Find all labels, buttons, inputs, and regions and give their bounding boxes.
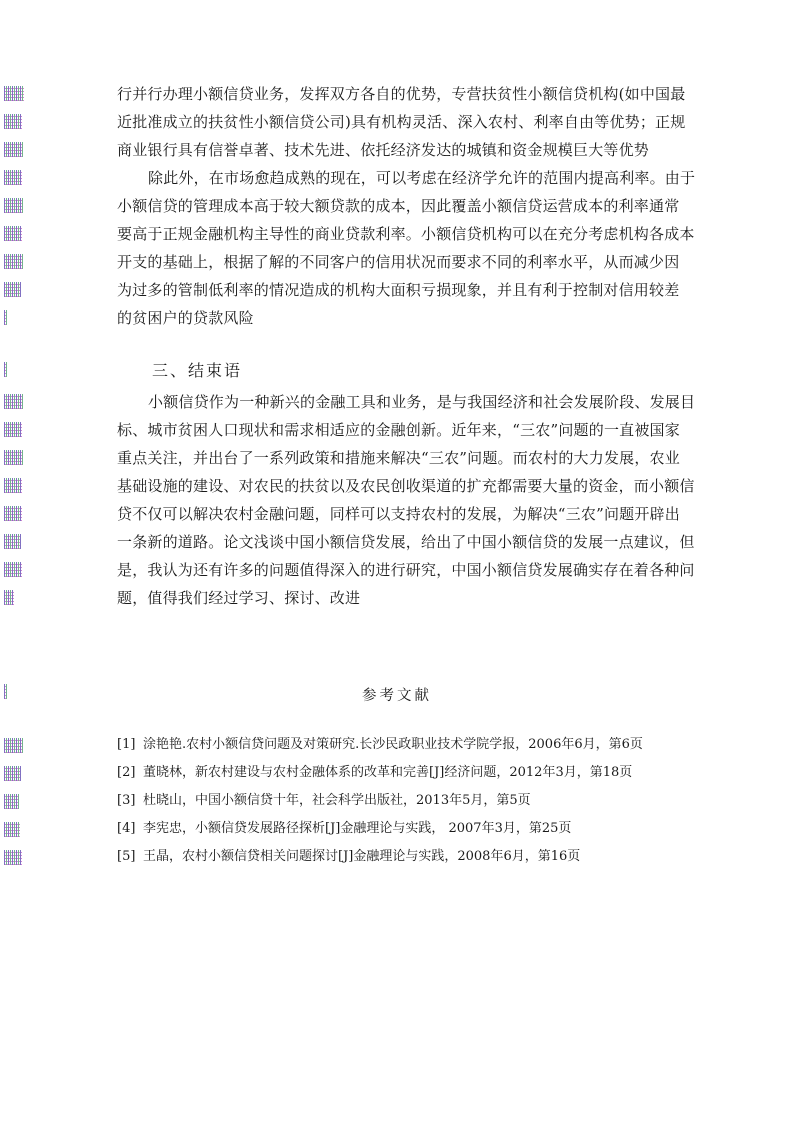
reference-number: [4] [117, 821, 136, 836]
margin-noise-mark [4, 198, 23, 213]
margin-noise-mark [4, 822, 20, 837]
margin-noise-mark [4, 738, 23, 753]
reference-text: 杜晓山，中国小额信贷十年，社会科学出版社，2013年5月，第5页 [143, 793, 531, 808]
body-line: 为过多的管制低利率的情况造成的机构大面积亏损现象，并且有利于控制对信用较差 [117, 281, 680, 299]
reference-item [117, 764, 737, 782]
reference-text: 王晶，农村小额信贷相关问题探讨[J]金融理论与实践，2008年6月，第16页 [143, 849, 581, 864]
reference-number: [2] [117, 765, 136, 780]
references-title: 参考文献 [362, 688, 432, 704]
section-heading: 三、结束语 [152, 361, 243, 380]
margin-noise-mark [4, 562, 22, 577]
margin-noise-mark [4, 226, 22, 241]
body-line: 小额信贷作为一种新兴的金融工具和业务，是与我国经济和社会发展阶段、发展目 [148, 393, 696, 411]
reference-number: [5] [117, 849, 136, 864]
body-line: 题，值得我们经过学习、探讨、改进 [117, 589, 361, 607]
reference-text: 涂艳艳.农村小额信贷问题及对策研究.长沙民政职业技术学院学报，2006年6月，第6页 [143, 737, 643, 752]
reference-item [117, 820, 737, 838]
margin-noise-mark [4, 766, 21, 781]
body-line: 是，我认为还有许多的问题值得深入的进行研究，中国小额信贷发展确实存在着各种问 [117, 561, 695, 579]
body-line: 标、城市贫困人口现状和需求相适应的金融创新。近年来，“三农”问题的一直被国家 [117, 421, 680, 439]
reference-item [117, 848, 737, 866]
margin-noise-mark [4, 114, 22, 129]
body-line: 近批准成立的扶贫性小额信贷公司)具有机构灵活、深入农村、利率自由等优势；正规 [117, 113, 686, 131]
body-line: 开支的基础上，根据了解的不同客户的信用状况而要求不同的利率水平，从而减少因 [117, 253, 680, 271]
body-line: 除此外，在市场愈趋成熟的现在，可以考虑在经济学允许的范围内提高利率。由于 [148, 169, 696, 187]
body-line: 小额信贷的管理成本高于较大额贷款的成本，因此覆盖小额信贷运营成本的利率通常 [117, 197, 680, 215]
margin-noise-mark [4, 170, 22, 185]
margin-noise-mark [4, 362, 7, 377]
margin-noise-mark [4, 534, 21, 549]
body-line: 基础设施的建设、对农民的扶贫以及农民创收渠道的扩充都需要大量的资金，而小额信 [117, 477, 695, 495]
reference-number: [1] [117, 737, 136, 752]
reference-item [117, 736, 737, 754]
margin-noise-mark [4, 310, 7, 325]
margin-noise-mark [4, 282, 21, 297]
reference-number: [3] [117, 793, 136, 808]
body-line: 行并行办理小额信贷业务，发挥双方各自的优势，专营扶贫性小额信贷机构(如中国最 [117, 85, 686, 103]
margin-noise-mark [4, 142, 23, 157]
margin-noise-mark [4, 422, 22, 437]
margin-noise-mark [4, 794, 19, 809]
reference-text: 李宪忠，小额信贷发展路径探析[J]金融理论与实践， 2007年3月，第25页 [143, 821, 572, 836]
body-line: 一条新的道路。论文浅谈中国小额信贷发展，给出了中国小额信贷的发展一点建议，但 [117, 533, 695, 551]
margin-noise-mark [4, 254, 23, 269]
body-line: 要高于正规金融机构主导性的商业贷款利率。小额信贷机构可以在充分考虑机构各成本 [117, 225, 695, 243]
margin-noise-mark [4, 506, 22, 521]
margin-noise-mark [4, 86, 24, 101]
reference-text: 董晓林，新农村建设与农村金融体系的改革和完善[J]经济问题，2012年3月，第18页 [143, 765, 633, 780]
reference-item [117, 792, 737, 810]
margin-noise-mark [4, 394, 23, 409]
margin-noise-mark [4, 850, 22, 865]
body-line: 商业银行具有信誉卓著、技术先进、依托经济发达的城镇和资金规模巨大等优势 [117, 141, 650, 159]
body-line: 贷不仅可以解决农村金融问题，同样可以支持农村的发展，为解决“三农”问题开辟出 [117, 505, 680, 523]
margin-noise-mark [4, 450, 23, 465]
body-line: 重点关注，并出台了一系列政策和措施来解决“三农”问题。而农村的大力发展，农业 [117, 449, 680, 467]
margin-noise-mark [4, 590, 14, 605]
margin-noise-mark [4, 478, 22, 493]
body-line: 的贫困户的贷款风险 [117, 309, 254, 327]
